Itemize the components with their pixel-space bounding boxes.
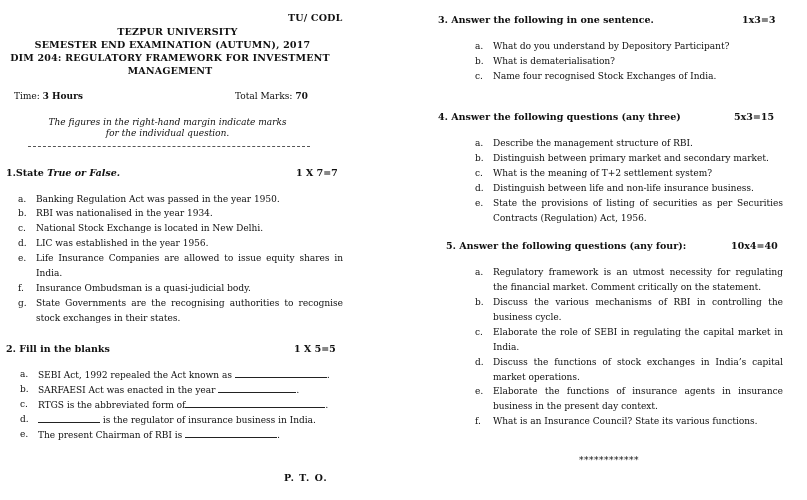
exam-title: SEMESTER END EXAMINATION (AUTUMN), 2017 bbox=[34, 40, 311, 51]
paper-code: TU/ CODL bbox=[288, 13, 343, 24]
list-item: f. What is an Insurance Council? State its various functions. bbox=[475, 417, 758, 427]
list-item: b. RBI was nationalised in the year 1934. bbox=[18, 209, 213, 219]
list-item: b. Distinguish between primary market and secondary market. bbox=[475, 154, 769, 164]
list-item: b. Discuss the various mechanisms of RBI in controlling the business cycle. bbox=[475, 298, 783, 323]
list-item: a. Describe the management structure of RBI. bbox=[475, 139, 693, 149]
answer-blank bbox=[185, 398, 325, 408]
list-item: a. What do you understand by Depository Participant? bbox=[475, 42, 730, 52]
q4-marks: 5x3=15 bbox=[734, 112, 775, 123]
list-item: c. Elaborate the role of SEBI in regulating the capital market in India. bbox=[475, 328, 783, 353]
q5-heading: 5. Answer the following questions (any four): bbox=[446, 241, 687, 252]
list-item: e. Life Insurance Companies are allowed to issue equity shares in India. bbox=[18, 254, 343, 279]
list-item: a. Banking Regulation Act was passed in the year 1950. bbox=[18, 195, 280, 205]
list-item: d. LIC was established in the year 1956. bbox=[18, 239, 209, 249]
list-item: b. SARFAESI Act was enacted in the year . bbox=[20, 385, 300, 396]
time-allowed: Time: 3 Hours bbox=[14, 92, 83, 102]
instruction-line1: The figures in the right-hand margin indicate marks bbox=[48, 118, 287, 128]
q2-marks: 1 X 5=5 bbox=[294, 344, 336, 355]
list-item: a. Regulatory framework is an utmost necessity for regulating the financial market. Comment critically on the statement. bbox=[475, 268, 783, 293]
q3-marks: 1x3=3 bbox=[742, 15, 776, 26]
list-item: e. State the provisions of listing of securities as per Securities Contracts (Regulation) Act, 1956. bbox=[475, 199, 783, 224]
answer-blank bbox=[235, 368, 327, 378]
list-item: c. National Stock Exchange is located in New Delhi. bbox=[18, 224, 264, 234]
total-marks: Total Marks: 70 bbox=[235, 92, 308, 102]
list-item: d. Distinguish between life and non-life insurance business. bbox=[475, 184, 754, 194]
list-item: a. SEBI Act, 1992 repealed the Act known as . bbox=[20, 370, 330, 381]
list-item: e. Elaborate the functions of insurance agents in insurance business in the present day context. bbox=[475, 387, 783, 412]
answer-blank bbox=[38, 413, 100, 423]
q2-heading: 2. Fill in the blanks bbox=[6, 344, 110, 355]
q1-marks: 1 X 7=7 bbox=[296, 168, 338, 179]
divider bbox=[28, 146, 310, 147]
university-name: TEZPUR UNIVERSITY bbox=[117, 27, 238, 38]
answer-blank bbox=[185, 428, 277, 438]
list-item: f. Insurance Ombudsman is a quasi-judicial body. bbox=[18, 284, 251, 294]
pto-label: P. T. O. bbox=[284, 473, 328, 484]
list-item: d. is the regulator of insurance business in India. bbox=[20, 415, 316, 426]
list-item: g. State Governments are the recognising authorities to recognise stock exchanges in their states. bbox=[18, 299, 343, 324]
course-title-line2: MANAGEMENT bbox=[127, 66, 213, 77]
list-item: e. The present Chairman of RBI is . bbox=[20, 430, 281, 441]
answer-blank bbox=[218, 383, 296, 393]
list-item: c. What is the meaning of T+2 settlement system? bbox=[475, 169, 713, 179]
instruction-line2: for the individual question. bbox=[105, 129, 230, 139]
list-item: c. Name four recognised Stock Exchanges of India. bbox=[475, 72, 717, 82]
list-item: d. Discuss the functions of stock exchanges in India’s capital market operations. bbox=[475, 358, 783, 383]
list-item: b. What is dematerialisation? bbox=[475, 57, 616, 67]
course-title-line1: DIM 204: REGULATORY FRAMEWORK FOR INVESTMENT bbox=[10, 53, 330, 64]
q4-heading: 4. Answer the following questions (any three) bbox=[438, 112, 681, 123]
q5-marks: 10x4=40 bbox=[731, 241, 778, 252]
q1-heading: 1.State True or False. bbox=[6, 168, 121, 179]
end-of-paper-mark: ************ bbox=[579, 456, 639, 466]
list-item: c. RTGS is the abbreviated form of . bbox=[20, 400, 329, 411]
q3-heading: 3. Answer the following in one sentence. bbox=[438, 15, 654, 26]
